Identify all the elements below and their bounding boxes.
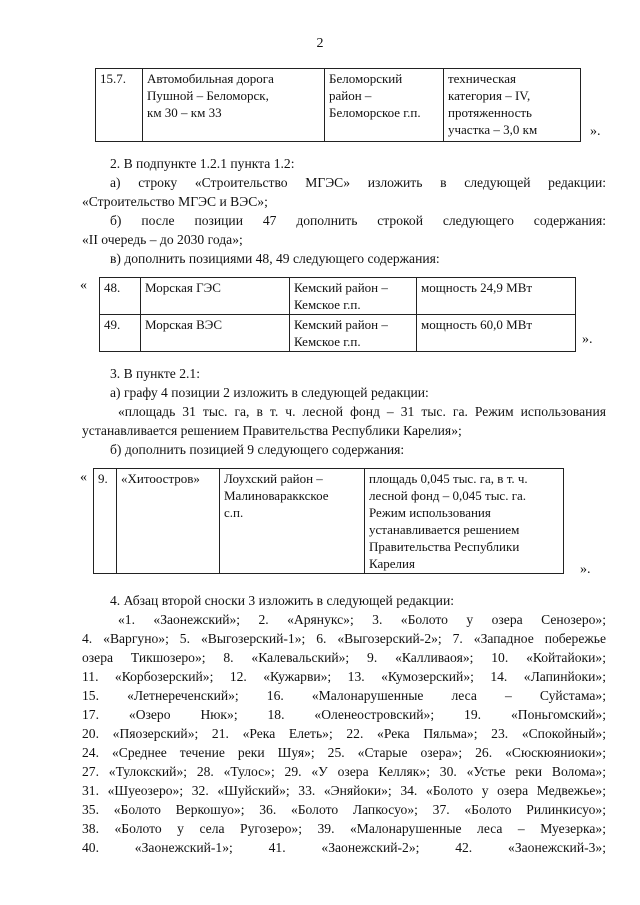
- cell-object: «Хитоостров»: [117, 469, 220, 574]
- open-quote: «: [80, 470, 87, 485]
- text-line: «Строительство МГЭС и ВЭС»;: [82, 194, 268, 209]
- text-line: б) после позиции 47 дополнить строкой следующего содержания:: [110, 213, 606, 228]
- text-line: в) дополнить позициями 48, 49 следующего содержания:: [110, 251, 440, 266]
- text-line: 27. «Тулокский»; 28. «Тулос»; 29. «У озера Келляк»; 30. «Устье реки Волома»;: [82, 764, 606, 779]
- cell-district: Беломорский район – Беломорское г.п.: [325, 69, 444, 142]
- text-line: «площадь 31 тыс. га, в т. ч. лесной фонд – 31 тыс. га. Режим использования: [118, 404, 606, 419]
- cell-num: 48.: [100, 278, 141, 315]
- cell-object: Морская ГЭС: [141, 278, 290, 315]
- close-quote: ».: [582, 332, 593, 347]
- cell-num: 9.: [94, 469, 117, 574]
- text-line: 4. «Варгуно»; 5. «Выгозерский-1»; 6. «Выгозерский-2»; 7. «Западное побережье: [82, 631, 606, 646]
- table-row: [100, 278, 576, 315]
- cell-district: Кемский район – Кемское г.п.: [290, 315, 417, 352]
- page-number: 2: [316, 36, 324, 51]
- close-quote: ».: [580, 562, 591, 577]
- text-line: 17. «Озеро Нюк»; 18. «Оленеостровский»; 19. «Поньгомский»;: [82, 707, 606, 722]
- cell-params: мощность 24,9 МВт: [417, 278, 576, 315]
- table-energy: [99, 277, 576, 352]
- text-line: «1. «Заонежский»; 2. «Арянукс»; 3. «Болото у озера Сенозеро»;: [118, 612, 606, 627]
- cell-params: мощность 60,0 МВт: [417, 315, 576, 352]
- text-line: озера Тикшозеро»; 8. «Калевальский»; 9. «Калливаоя»; 10. «Койтайоки»;: [82, 650, 606, 665]
- text-line: 3. В пункте 2.1:: [110, 366, 200, 381]
- text-line: 4. Абзац второй сноски 3 изложить в следующей редакции:: [110, 593, 454, 608]
- text-line: 38. «Болото у села Ругозеро»; 39. «Малонарушенные леса – Муезерка»;: [82, 821, 606, 836]
- cell-params: площадь 0,045 тыс. га, в т. ч. лесной фонд – 0,045 тыс. га. Режим использования устанавливается решением Правительства Республики Карелия: [365, 469, 564, 574]
- text-line: 40. «Заонежский-1»; 41. «Заонежский-2»; 42. «Заонежский-3»;: [82, 840, 606, 855]
- table-row: [100, 315, 576, 352]
- cell-object: Автомобильная дорога Пушной – Беломорск, км 30 – км 33: [143, 69, 325, 142]
- text-line: устанавливается решением Правительства Республики Карелия»;: [82, 423, 462, 438]
- table-row: [94, 469, 564, 574]
- table-reserve: [93, 468, 564, 574]
- text-line: б) дополнить позицией 9 следующего содержания:: [110, 442, 405, 457]
- text-line: 15. «Летнереченский»; 16. «Малонарушенные леса – Суйстама»;: [82, 688, 606, 703]
- cell-district: Кемский район – Кемское г.п.: [290, 278, 417, 315]
- cell-object: Морская ВЭС: [141, 315, 290, 352]
- table-row: [96, 69, 581, 142]
- text-line: а) строку «Строительство МГЭС» изложить в следующей редакции:: [110, 175, 606, 190]
- open-quote: «: [80, 278, 87, 293]
- text-line: 35. «Болото Веркошуо»; 36. «Болото Лапкосуо»; 37. «Болото Рилинкисуо»;: [82, 802, 606, 817]
- text-line: «II очередь – до 2030 года»;: [82, 232, 243, 247]
- text-line: 2. В подпункте 1.2.1 пункта 1.2:: [110, 156, 295, 171]
- cell-params: техническая категория – IV, протяженность участка – 3,0 км: [444, 69, 581, 142]
- text-line: 31. «Шуеозеро»; 32. «Шуйский»; 33. «Эняйоки»; 34. «Болото у озера Медвежье»;: [82, 783, 606, 798]
- text-line: 24. «Среднее течение реки Шуя»; 25. «Старые озера»; 26. «Сюскюяниоки»;: [82, 745, 606, 760]
- close-quote: ».: [590, 124, 601, 139]
- cell-num: 49.: [100, 315, 141, 352]
- cell-district: Лоухский район – Малиновараккское с.п.: [220, 469, 365, 574]
- text-line: 11. «Корбозерский»; 12. «Кужарви»; 13. «Кумозерский»; 14. «Лапинйоки»;: [82, 669, 606, 684]
- text-line: а) графу 4 позиции 2 изложить в следующей редакции:: [110, 385, 429, 400]
- text-line: 20. «Пяозерский»; 21. «Река Елеть»; 22. «Река Пяльма»; 23. «Спокойный»;: [82, 726, 606, 741]
- cell-num: 15.7.: [96, 69, 143, 142]
- table-roads: [95, 68, 581, 142]
